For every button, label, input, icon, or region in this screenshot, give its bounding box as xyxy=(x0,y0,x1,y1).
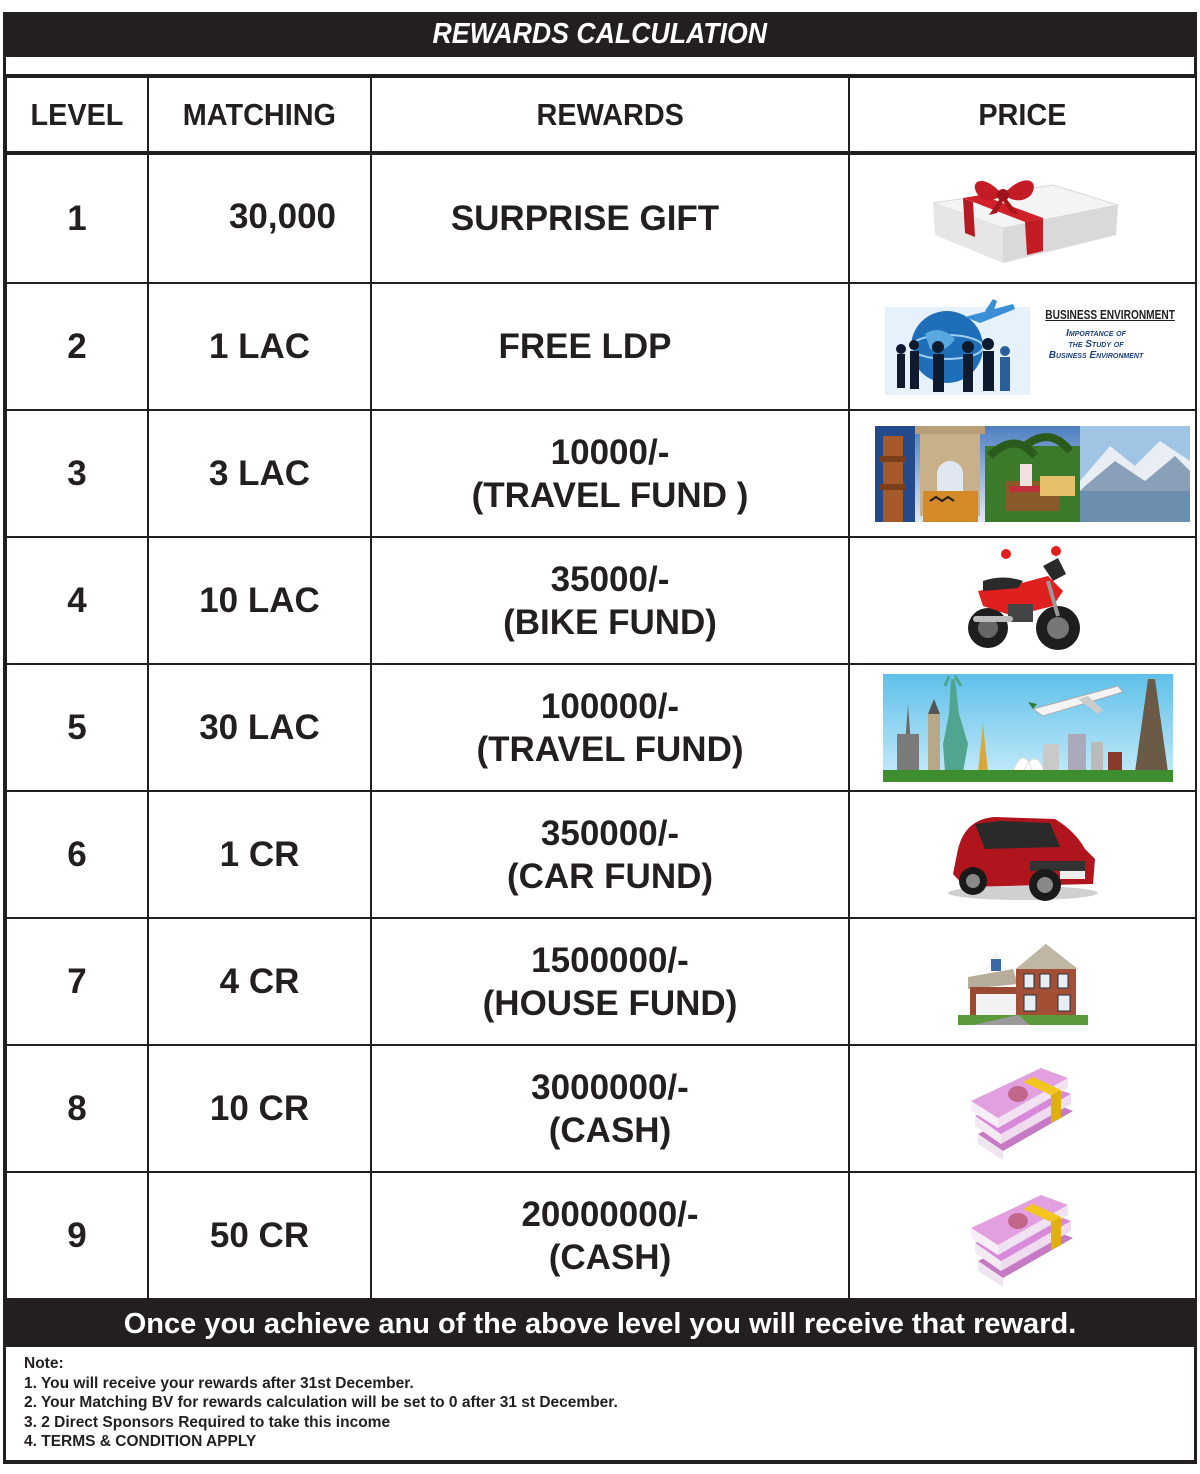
reward-amount: SURPRISE GIFT xyxy=(450,199,720,238)
reward-cell xyxy=(371,1172,849,1299)
image-heading: BUSINESS ENVIRONMENT xyxy=(1045,306,1175,322)
price-cell xyxy=(849,1172,1196,1299)
matching-cell: 1 CR xyxy=(148,791,371,918)
reward-type: (CASH) xyxy=(548,1237,672,1277)
table-row xyxy=(6,918,1196,1045)
matching-cell: 4 CR xyxy=(148,918,371,1045)
table-row xyxy=(6,153,1196,283)
level-cell: 5 xyxy=(6,664,148,791)
table-row xyxy=(6,664,1196,791)
reward-type: (BIKE FUND) xyxy=(503,602,717,642)
table-row xyxy=(6,1172,1196,1299)
price-cell xyxy=(849,537,1196,664)
red-car-image xyxy=(945,809,1100,901)
reward-cell xyxy=(371,153,849,283)
column-header-level: LEVEL xyxy=(6,77,148,153)
matching-cell: 1 LAC xyxy=(148,283,371,410)
level-cell: 6 xyxy=(6,791,148,918)
level-cell: 2 xyxy=(6,283,148,410)
price-cell xyxy=(849,283,1196,410)
reward-type: (TRAVEL FUND ) xyxy=(471,475,749,515)
table-row xyxy=(6,1045,1196,1172)
table-row xyxy=(6,283,1196,410)
reward-amount: 100000/- xyxy=(540,686,680,726)
reward-type: (HOUSE FUND) xyxy=(482,983,738,1023)
banner-text: Once you achieve anu of the above level you will receive that reward. xyxy=(123,1307,1077,1340)
level-cell: 9 xyxy=(6,1172,148,1299)
level-cell: 1 xyxy=(6,153,148,283)
reward-banner xyxy=(3,1303,1197,1345)
price-cell xyxy=(849,1045,1196,1172)
table-header-row xyxy=(6,77,1196,153)
reward-amount: 20000000/- xyxy=(521,1194,699,1234)
notes-box xyxy=(6,1347,1194,1460)
cash-bundle-image xyxy=(963,1183,1083,1288)
cash-bundle-image xyxy=(963,1056,1083,1161)
reward-cell xyxy=(371,918,849,1045)
gift-box-icon xyxy=(923,173,1123,265)
motorbike-image xyxy=(958,546,1088,656)
india-travel-collage-image xyxy=(875,426,1190,522)
reward-cell xyxy=(371,537,849,664)
reward-type: (CASH) xyxy=(548,1110,672,1150)
rewards-table xyxy=(5,76,1197,1300)
matching-cell: 3 LAC xyxy=(148,410,371,537)
title-bar xyxy=(3,12,1197,56)
level-cell: 3 xyxy=(6,410,148,537)
reward-cell xyxy=(371,791,849,918)
reward-amount: FREE LDP xyxy=(498,327,672,366)
reward-cell xyxy=(371,1045,849,1172)
level-cell: 7 xyxy=(6,918,148,1045)
reward-cell xyxy=(371,664,849,791)
reward-type: (TRAVEL FUND) xyxy=(476,729,744,769)
rewards-sheet xyxy=(3,12,1197,1464)
price-cell xyxy=(849,410,1196,537)
reward-amount: 3000000/- xyxy=(531,1067,689,1107)
reward-cell xyxy=(371,283,849,410)
column-header-price: PRICE xyxy=(849,77,1196,153)
price-cell xyxy=(849,664,1196,791)
matching-cell: 30,000 xyxy=(148,153,371,283)
table-row xyxy=(6,537,1196,664)
world-travel-landmarks-image xyxy=(883,674,1173,782)
reward-amount: 10000/- xyxy=(550,432,670,472)
table-row xyxy=(6,791,1196,918)
note-item: 4. TERMS & CONDITION APPLY xyxy=(24,1433,257,1450)
price-cell xyxy=(849,153,1196,283)
image-line: Business Environment xyxy=(1048,349,1144,361)
page-title: REWARDS CALCULATION xyxy=(432,17,768,50)
column-header-matching: MATCHING xyxy=(148,77,371,153)
level-cell: 4 xyxy=(6,537,148,664)
spacer-strip xyxy=(6,57,1194,74)
notes-heading: Note: xyxy=(24,1355,64,1372)
house-image xyxy=(958,939,1088,1025)
price-cell xyxy=(849,791,1196,918)
column-header-rewards: REWARDS xyxy=(371,77,849,153)
matching-cell: 10 CR xyxy=(148,1045,371,1172)
note-item: 2. Your Matching BV for rewards calculation will be set to 0 after 31 st December. xyxy=(24,1394,618,1411)
note-item: 3. 2 Direct Sponsors Required to take this income xyxy=(24,1413,391,1431)
matching-cell: 10 LAC xyxy=(148,537,371,664)
note-item: 1. You will receive your rewards after 31st December. xyxy=(24,1374,414,1392)
matching-cell: 50 CR xyxy=(148,1172,371,1299)
matching-cell: 30 LAC xyxy=(148,664,371,791)
level-cell: 8 xyxy=(6,1045,148,1172)
price-cell xyxy=(849,918,1196,1045)
reward-cell xyxy=(371,410,849,537)
reward-amount: 1500000/- xyxy=(531,940,689,980)
reward-amount: 35000/- xyxy=(550,559,670,599)
reward-amount: 350000/- xyxy=(540,813,680,853)
table-row xyxy=(6,410,1196,537)
image-line: the Study of xyxy=(1068,338,1124,350)
image-line: Importance of xyxy=(1066,327,1126,339)
business-environment-image xyxy=(885,299,1175,395)
reward-type: (CAR FUND) xyxy=(506,856,714,896)
